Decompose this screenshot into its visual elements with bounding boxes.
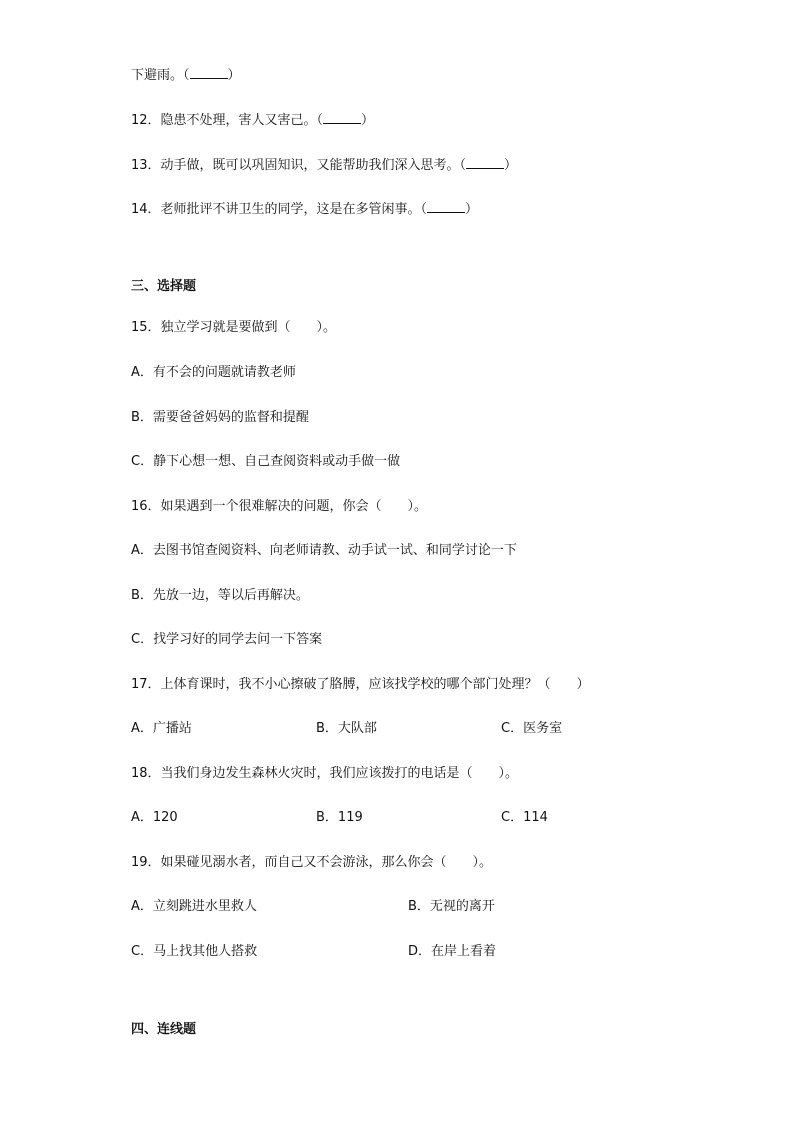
- question-15-option-a: A．有不会的问题就请教老师: [131, 365, 296, 380]
- question-16-option-c: C．找学习好的同学去问一下答案: [131, 632, 323, 647]
- question-18-stem: 18．当我们身边发生森林火灾时，我们应该拨打的电话是（ ）。: [131, 766, 519, 781]
- answer-blank: [323, 111, 361, 124]
- answer-blank: [427, 200, 465, 213]
- section-heading-choice: 三、选择题: [131, 279, 197, 294]
- question-16-option-a: A．去图书馆查阅资料、向老师请教、动手试一试、和同学讨论一下: [131, 543, 517, 558]
- question-17-option-c: C．医务室: [501, 721, 563, 736]
- judge-item-text: 12．隐患不处理，害人又害己。（: [131, 113, 324, 128]
- judge-item-text: 下避雨。（: [131, 68, 190, 83]
- question-15-option-b: B．需要爸爸妈妈的监督和提醒: [131, 410, 309, 425]
- question-15-stem: 15．独立学习就是要做到（ ）。: [131, 320, 337, 335]
- answer-blank: [190, 66, 228, 79]
- question-17-option-b: B．大队部: [316, 721, 377, 736]
- judge-item-13: [131, 156, 517, 175]
- judge-item-text: 13．动手做，既可以巩固知识，又能帮助我们深入思考。（: [131, 158, 467, 173]
- question-17-stem: 17．上体育课时，我不小心擦破了胳膊，应该找学校的哪个部门处理？（ ）: [131, 677, 590, 692]
- judge-item-14: [131, 200, 478, 219]
- question-15-option-c: C．静下心想一想、自己查阅资料或动手做一做: [131, 454, 401, 469]
- judge-item-text: 14．老师批评不讲卫生的同学，这是在多管闲事。（: [131, 202, 428, 217]
- judge-item-close: ）: [504, 158, 518, 173]
- judge-item-close: ）: [227, 68, 241, 83]
- judge-item-close: ）: [361, 113, 375, 128]
- question-19-option-c: C．马上找其他人搭救: [131, 944, 258, 959]
- question-18-option-b: B．119: [316, 810, 363, 825]
- section-heading-matching: 四、连线题: [131, 1022, 197, 1037]
- question-19-option-d: D．在岸上看着: [408, 944, 497, 959]
- question-18-option-c: C．114: [501, 810, 548, 825]
- question-19-option-b: B．无视的离开: [408, 899, 495, 914]
- answer-blank: [466, 156, 504, 169]
- judge-item-12: [131, 111, 374, 130]
- judge-item-11-tail: [131, 66, 241, 85]
- question-19-stem: 19．如果碰见溺水者，而自己又不会游泳，那么你会（ ）。: [131, 855, 493, 870]
- question-16-option-b: B．先放一边，等以后再解决。: [131, 588, 309, 603]
- question-18-option-a: A．120: [131, 810, 178, 825]
- question-16-stem: 16．如果遇到一个很难解决的问题，你会（ ）。: [131, 499, 428, 514]
- judge-item-close: ）: [465, 202, 479, 217]
- question-17-option-a: A．广播站: [131, 721, 192, 736]
- question-19-option-a: A．立刻跳进水里救人: [131, 899, 257, 914]
